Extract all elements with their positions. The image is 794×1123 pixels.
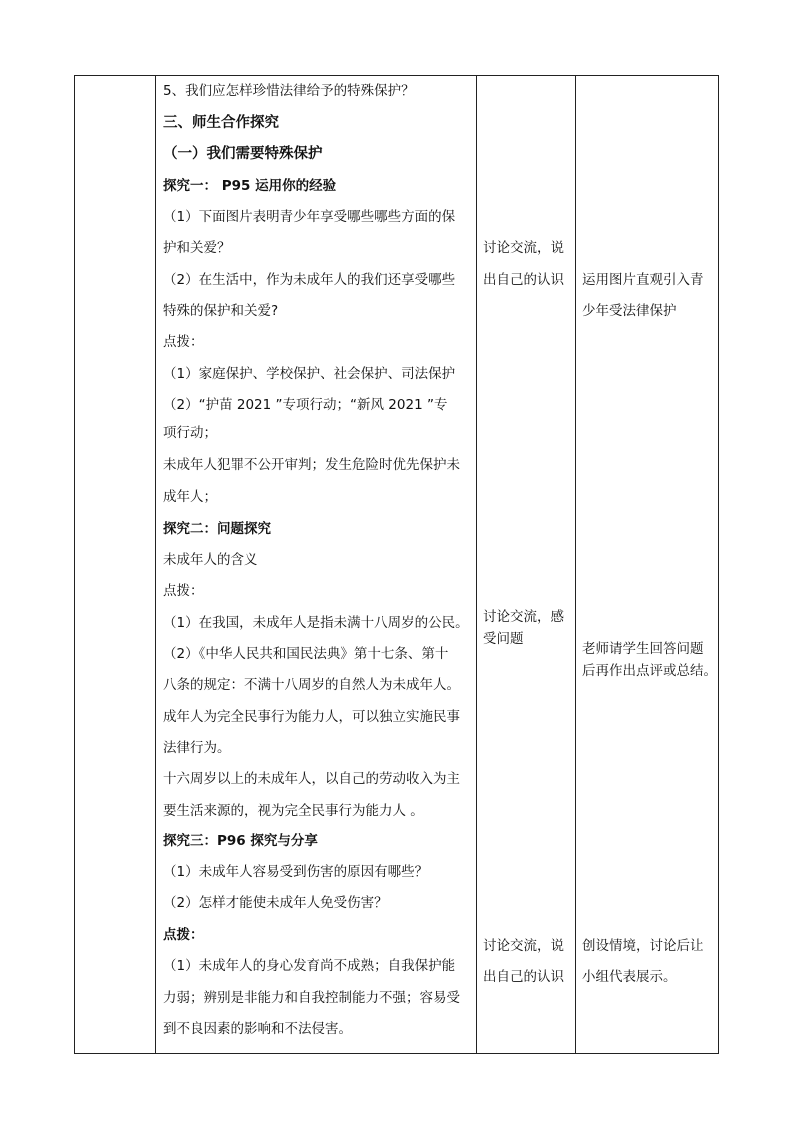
design-intent-line: 后再作出点评或总结。 bbox=[582, 663, 717, 679]
student-activity-line: 出自己的认识 bbox=[483, 969, 564, 985]
student-activity-line: 受问题 bbox=[483, 631, 524, 647]
student-activity-line: 讨论交流，说 bbox=[483, 938, 564, 954]
content-line: 项行动； bbox=[163, 425, 217, 441]
content-line: （2）“护苗 2021 ”专项行动；“新风 2021 ”专 bbox=[163, 397, 448, 413]
content-line: （1）家庭保护、学校保护、社会保护、司法保护 bbox=[163, 366, 456, 382]
student-activity-line: 出自己的认识 bbox=[483, 272, 564, 288]
content-line: 力弱；辨别是非能力和自我控制能力不强；容易受 bbox=[163, 990, 460, 1006]
design-intent-line: 少年受法律保护 bbox=[582, 303, 677, 319]
content-line: 护和关爱？ bbox=[163, 240, 231, 256]
hint-label: 点拨： bbox=[163, 334, 204, 350]
content-line: 成年人； bbox=[163, 489, 217, 505]
content-line: （2）《中华人民共和国民法典》第十七条、第十 bbox=[163, 646, 449, 662]
inquiry-heading-1: 探究一： P95 运用你的经验 bbox=[163, 178, 337, 194]
content-line: 成年人为完全民事行为能力人，可以独立实施民事 bbox=[163, 709, 460, 725]
design-intent-line: 老师请学生回答问题 bbox=[582, 641, 704, 657]
content-line: 到不良因素的影响和不法侵害。 bbox=[163, 1021, 352, 1037]
section-heading: 三、师生合作探究 bbox=[163, 115, 279, 131]
content-line: （1）未成年人的身心发育尚不成熟；自我保护能 bbox=[163, 958, 456, 974]
content-line: 法律行为。 bbox=[163, 740, 231, 756]
lesson-plan-table bbox=[74, 75, 719, 1054]
design-intent-line: 运用图片直观引入青 bbox=[582, 272, 704, 288]
empty-first-column bbox=[75, 76, 155, 1053]
content-line: 未成年人犯罪不公开审判；发生危险时优先保护未 bbox=[163, 457, 460, 473]
content-line: 要生活来源的，视为完全民事行为能力人 。 bbox=[163, 803, 424, 819]
subsection-heading: （一）我们需要特殊保护 bbox=[163, 146, 323, 162]
design-intent-column bbox=[582, 76, 718, 1053]
student-activity-line: 讨论交流，感 bbox=[483, 609, 564, 625]
content-line: 十六周岁以上的未成年人，以自己的劳动收入为主 bbox=[163, 771, 460, 787]
content-line: （1）在我国，未成年人是指未满十八周岁的公民。 bbox=[163, 615, 469, 631]
inquiry-heading-3: 探究三：P96 探究与分享 bbox=[163, 833, 318, 849]
content-line: （2）怎样才能使未成年人免受伤害？ bbox=[163, 895, 388, 911]
student-activity-column bbox=[483, 76, 575, 1053]
column-divider bbox=[575, 76, 576, 1053]
student-activity-line: 讨论交流，说 bbox=[483, 240, 564, 256]
hint-label: 点拨： bbox=[163, 583, 204, 599]
content-line: （2）在生活中，作为未成年人的我们还享受哪些 bbox=[163, 272, 456, 288]
column-divider bbox=[155, 76, 156, 1053]
inquiry-heading-2: 探究二：问题探究 bbox=[163, 521, 271, 537]
content-line: 未成年人的含义 bbox=[163, 552, 258, 568]
column-divider bbox=[476, 76, 477, 1053]
content-line: （1）未成年人容易受到伤害的原因有哪些？ bbox=[163, 864, 429, 880]
content-line: 5、我们应怎样珍惜法律给予的特殊保护？ bbox=[163, 83, 415, 99]
content-line: （1）下面图片表明青少年享受哪些哪些方面的保 bbox=[163, 209, 456, 225]
design-intent-line: 创设情境，讨论后让 bbox=[582, 938, 704, 954]
content-line: 特殊的保护和关爱? bbox=[163, 303, 279, 319]
teaching-content-column bbox=[163, 76, 475, 1053]
content-line: 八条的规定：不满十八周岁的自然人为未成年人。 bbox=[163, 677, 460, 693]
hint-label: 点拨： bbox=[163, 927, 204, 943]
design-intent-line: 小组代表展示。 bbox=[582, 969, 677, 985]
